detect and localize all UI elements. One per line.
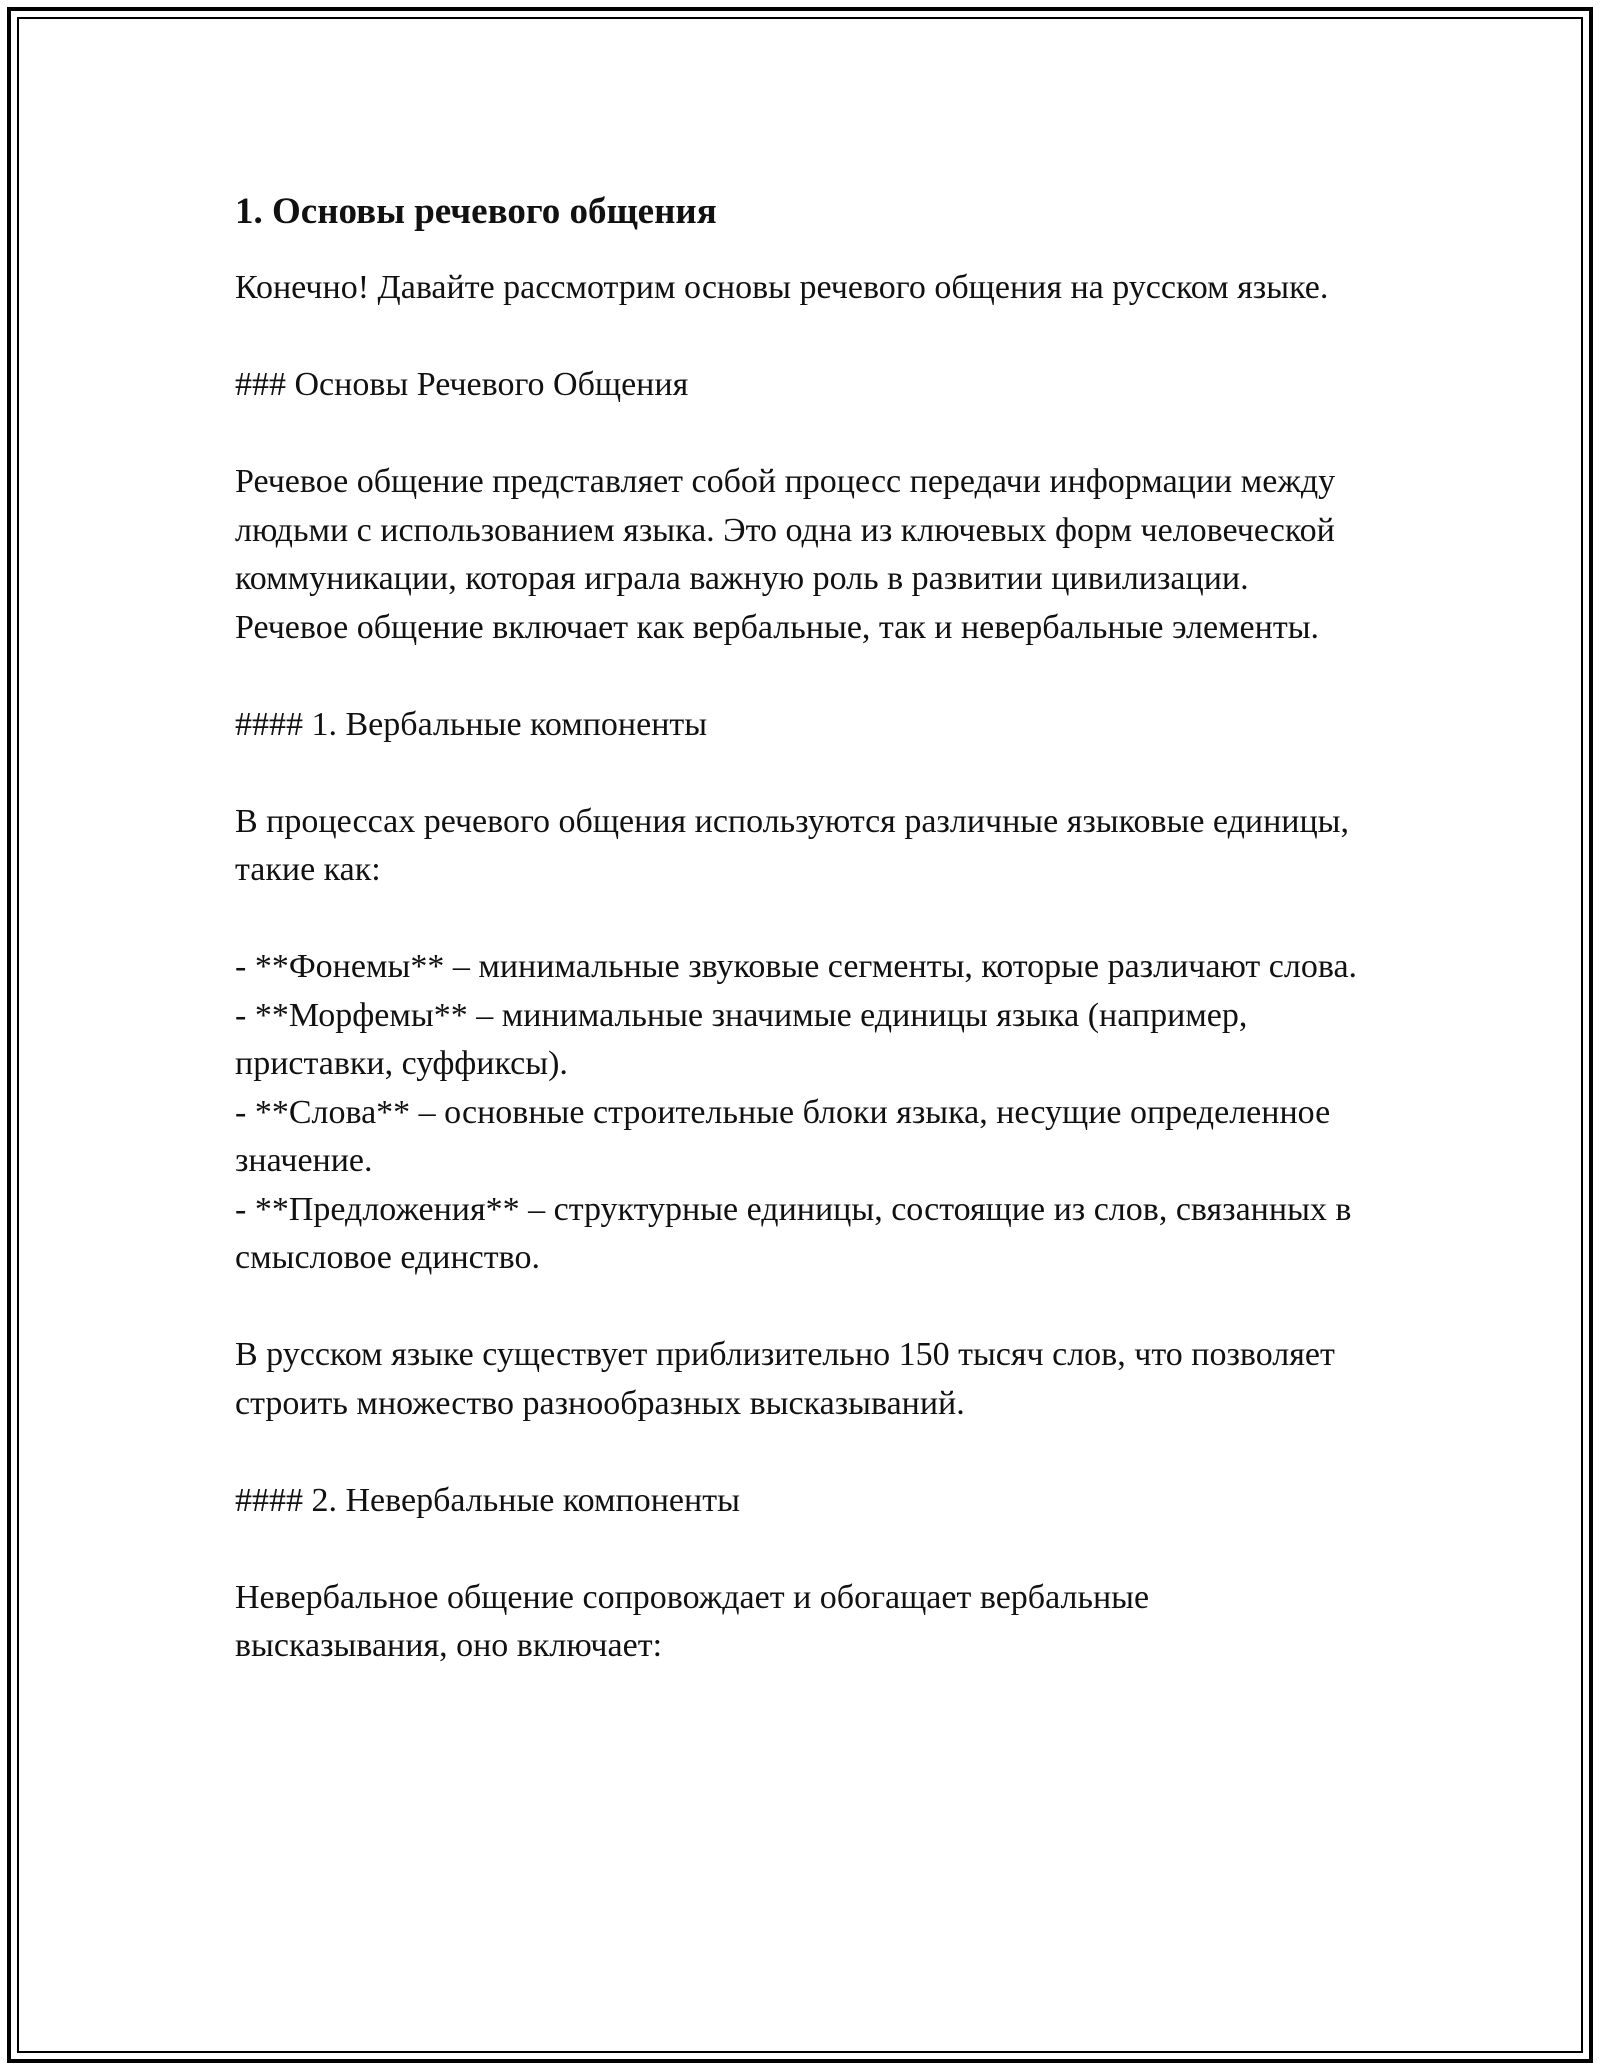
- document-body: [235, 188, 1365, 1671]
- nonverbal-paragraph: Невербальное общение сопровождает и обогащает вербальные высказывания, оно включает:: [235, 1578, 1150, 1664]
- subsection-heading-verbal: #### 1. Вербальные компоненты: [235, 705, 708, 743]
- list-item-morphemes: - **Морфемы** – минимальные значимые единицы языка (например, приставки, суффиксы).: [235, 996, 1248, 1082]
- blank-line: [235, 895, 1365, 944]
- units-paragraph: В процессах речевого общения используются различные языковые единицы, такие как:: [235, 802, 1349, 888]
- list-item-words: - **Слова** – основные строительные блоки языка, несущие определенное значение.: [235, 1093, 1331, 1179]
- blank-line: [235, 313, 1365, 362]
- subsection-heading-nonverbal: #### 2. Невербальные компоненты: [235, 1481, 740, 1519]
- blank-line: [235, 1525, 1365, 1574]
- intro-paragraph: Конечно! Давайте рассмотрим основы речевого общения на русском языке.: [235, 269, 1329, 306]
- blank-line: [235, 410, 1365, 459]
- list-item-phonemes: - **Фонемы** – минимальные звуковые сегменты, которые различают слова.: [235, 948, 1358, 985]
- list-item-sentences: - **Предложения** – структурные единицы, состоящие из слов, связанных в смысловое единство.: [235, 1190, 1352, 1276]
- vocabulary-paragraph: В русском языке существует приблизительно 150 тысяч слов, что позволяет строить множество разнообразных высказываний.: [235, 1336, 1335, 1422]
- definition-paragraph: Речевое общение представляет собой процесс передачи информации между людьми с использованием языка. Это одна из ключевых форм человеческой коммуникации, которая играла важную роль в развитии цивилизации. Речевое общение включает как вербальные, так и невербальные элементы.: [235, 463, 1336, 646]
- blank-line: [235, 1283, 1365, 1332]
- blank-line: [235, 1428, 1365, 1477]
- blank-line: [235, 652, 1365, 701]
- section-heading-basics: ### Основы Речевого Общения: [235, 366, 689, 403]
- page-title: 1. Основы речевого общения: [235, 191, 717, 232]
- blank-line: [235, 749, 1365, 798]
